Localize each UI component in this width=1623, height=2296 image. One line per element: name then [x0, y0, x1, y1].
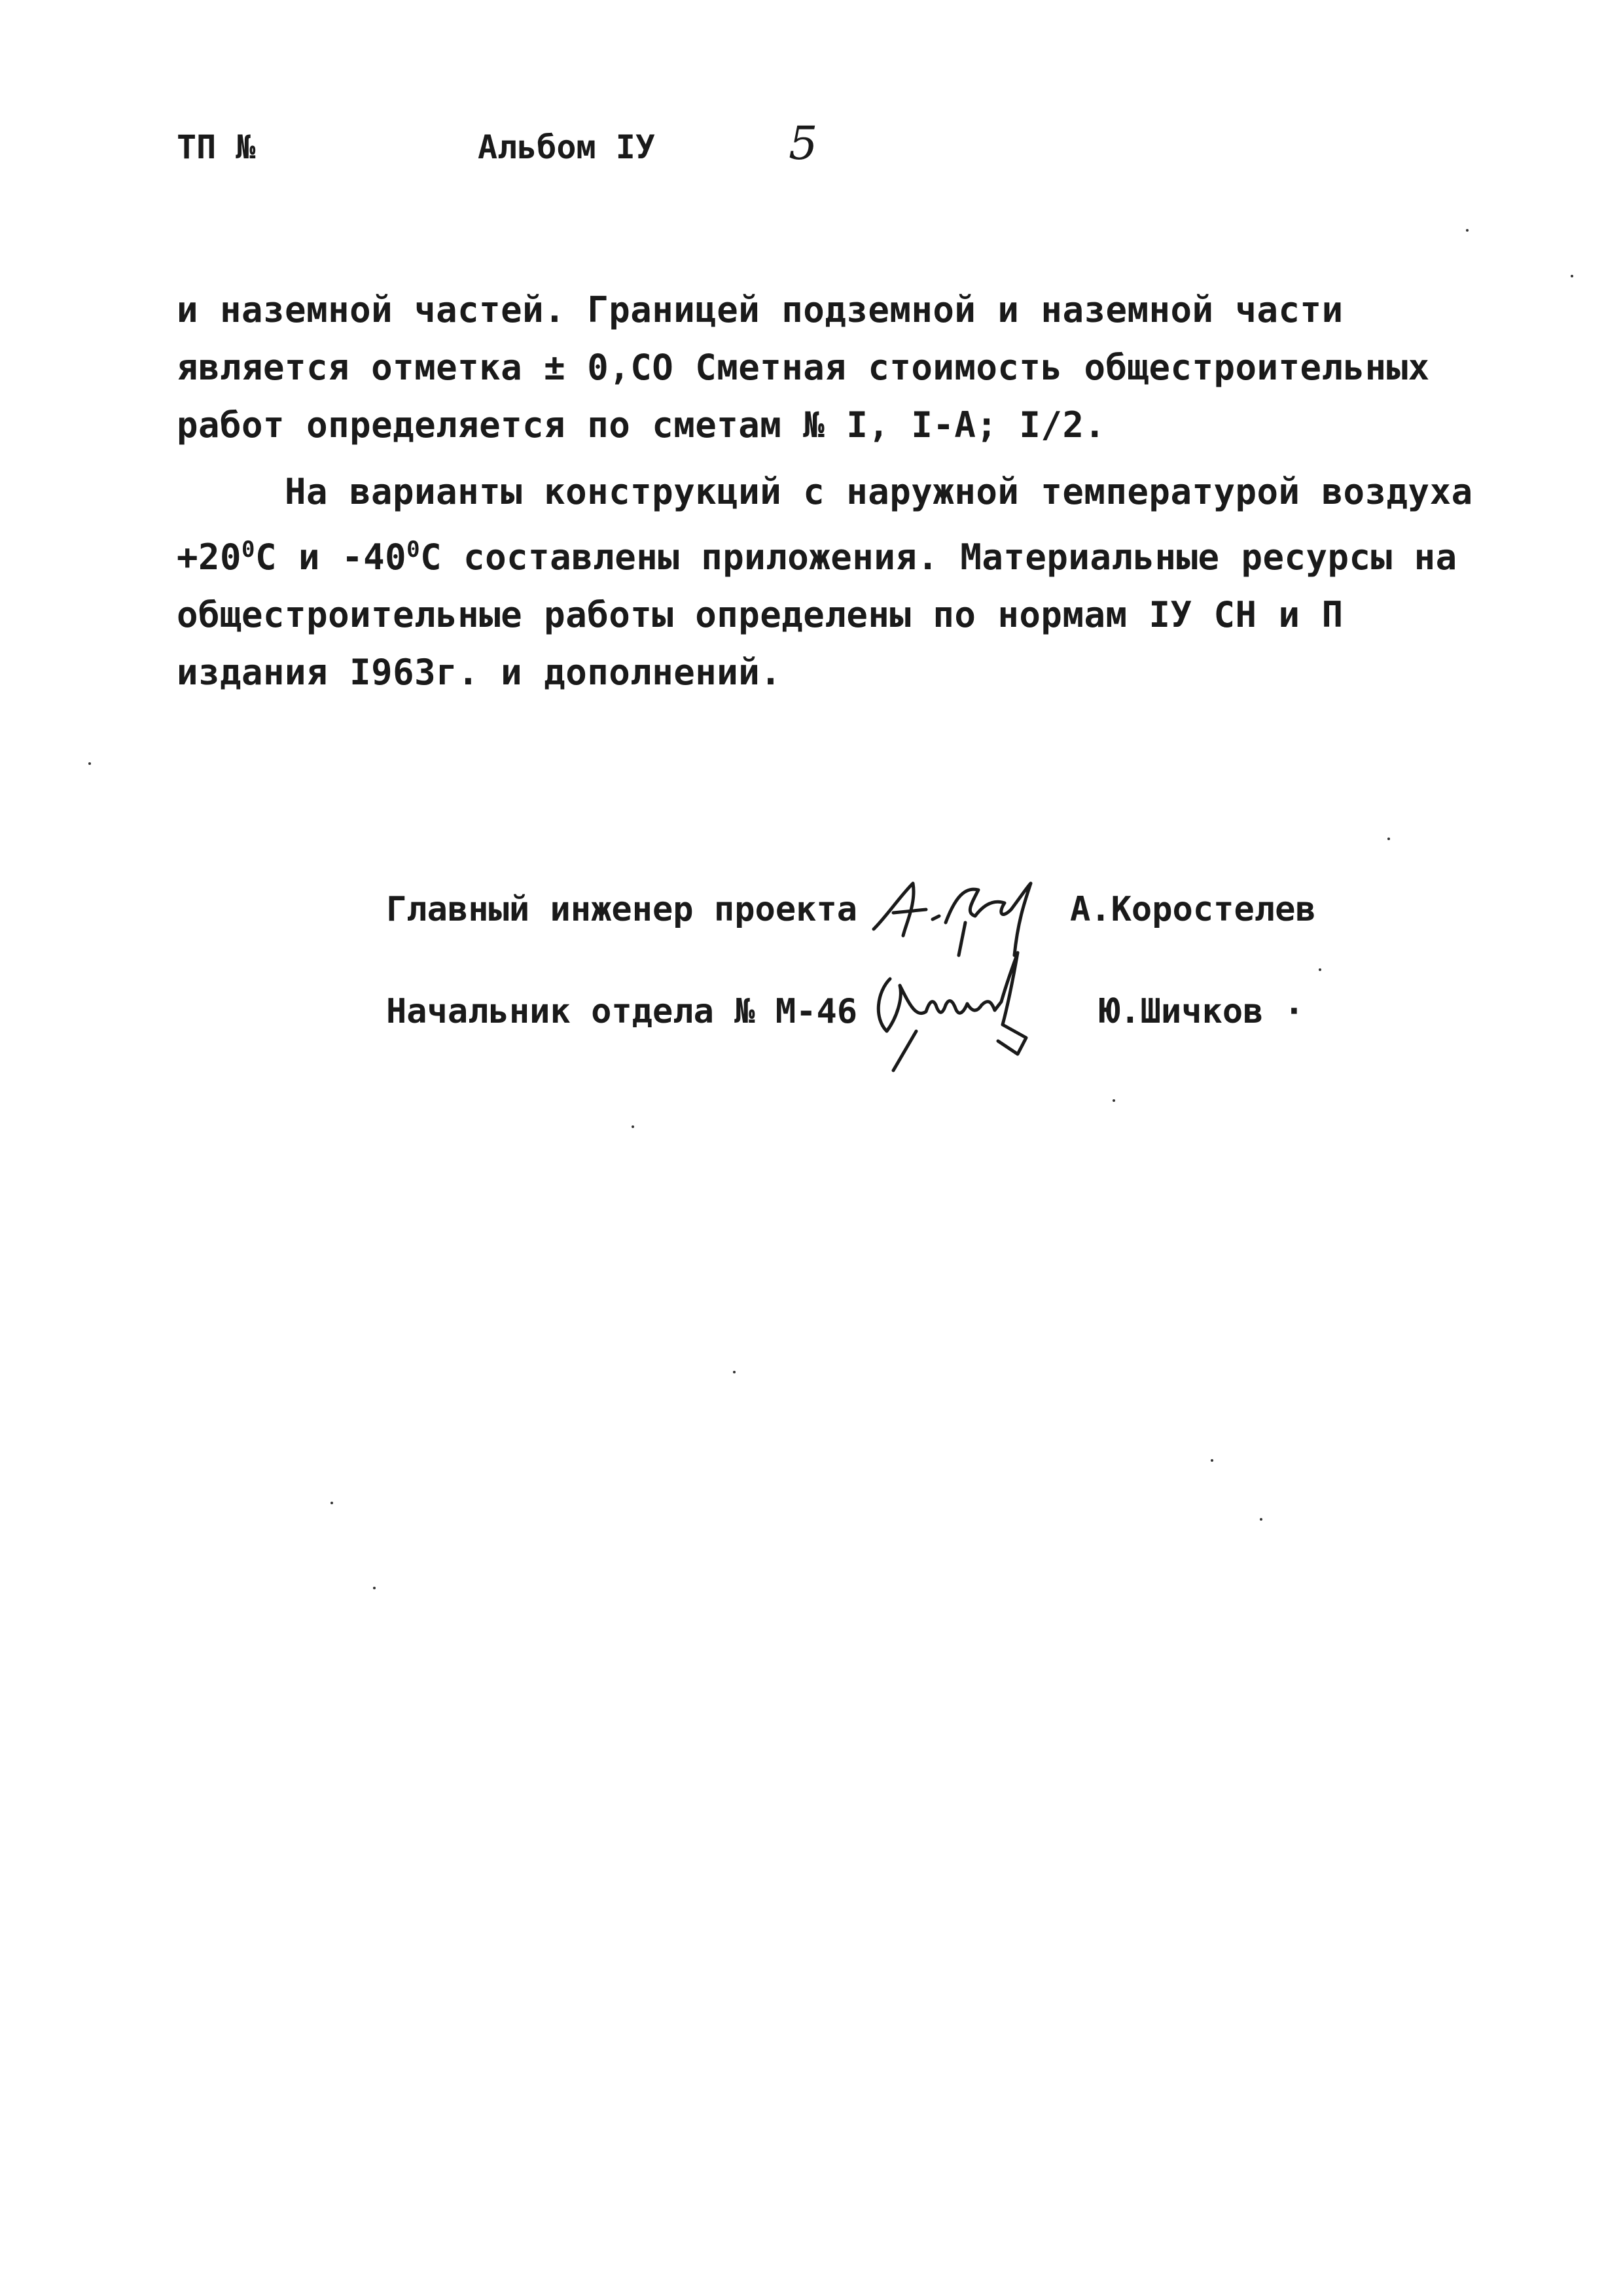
- document-body: [177, 281, 1512, 701]
- paragraph-2: [177, 463, 1512, 701]
- paragraph-1: и наземной частей. Границей подземной и наземной части является отметка ± 0,СО Сметная стоимость общестроительных работ определяется по сметам № I, I-А; I/2.: [177, 289, 1430, 446]
- department-head-row: [386, 979, 1433, 1077]
- scan-speck: [1260, 1518, 1262, 1521]
- scan-speck: [1319, 968, 1321, 971]
- signature-block: [386, 877, 1433, 1077]
- scan-speck: [1113, 1099, 1115, 1102]
- scan-speck: [1571, 275, 1573, 277]
- project-number-label: ТП №: [177, 128, 256, 166]
- scan-speck: [1387, 838, 1390, 840]
- scan-speck: [373, 1587, 376, 1589]
- scan-speck: [88, 762, 91, 765]
- chief-engineer-name: А.Коростелев: [1070, 890, 1316, 929]
- album-label: Альбом IУ: [478, 128, 655, 166]
- scan-speck: [632, 1125, 634, 1128]
- paragraph-2-part-1: На варианты конструкций с наружной температурой воздуха +20: [177, 471, 1473, 578]
- paragraph-2-part-3: С составлены приложения. Материальные ресурсы на общестроительные работы определены по нормам IУ СН и П издания I963г. и дополнений.: [177, 537, 1457, 693]
- degree-sup-1: 0: [241, 537, 256, 563]
- scan-speck: [1211, 1459, 1213, 1462]
- scan-speck: [330, 1502, 333, 1504]
- page-header: [177, 116, 897, 181]
- chief-engineer-title: Главный инженер проекта: [386, 890, 858, 929]
- scan-speck: [1466, 229, 1469, 232]
- department-head-name: Ю.Шичков ·: [1099, 992, 1305, 1031]
- page-number: 5: [789, 116, 818, 170]
- paragraph-2-part-2: С и -40: [255, 537, 407, 578]
- degree-sup-2: 0: [406, 537, 421, 563]
- department-head-title: Начальник отдела № М-46: [386, 992, 858, 1031]
- department-head-signature: [851, 940, 1054, 1084]
- scan-speck: [733, 1371, 736, 1373]
